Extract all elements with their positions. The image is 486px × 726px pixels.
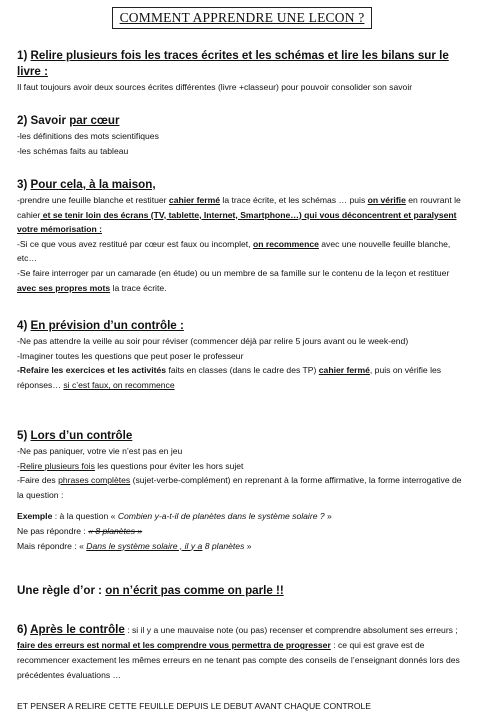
text-run: 8 planètes [202, 540, 245, 551]
text-run: en rouvrant le cahier [17, 195, 461, 220]
text-run: les questions pour éviter les hors sujet [94, 460, 244, 471]
section-3-number: 3) [17, 178, 31, 191]
section-3-heading [17, 177, 469, 193]
text-run: » [324, 511, 332, 522]
text-run: la trace écrite. [110, 282, 167, 293]
section-3-title: Pour cela, à la maison, [30, 178, 156, 191]
section-1 [17, 48, 469, 95]
text-run: : à la question « [52, 511, 118, 522]
section-5-wrong-answer [17, 524, 469, 539]
text-run: Relire plusieurs fois [19, 460, 95, 471]
text-run: on vérifie [367, 195, 406, 205]
text-run: si c’est faux, on recommence [63, 379, 175, 390]
section-2-heading [17, 113, 469, 129]
section-1-heading [17, 48, 469, 80]
section-6-paragraph [17, 622, 469, 683]
text-run: avec une nouvelle feuille blanche, etc… [17, 238, 451, 264]
text-run: Mais répondre : « [17, 540, 87, 551]
section-5-heading [17, 428, 469, 444]
section-6 [17, 622, 469, 683]
section-5 [17, 428, 469, 553]
golden-rule-text [17, 583, 469, 599]
section-2-title: par cœur [69, 114, 120, 127]
text-run: phrases complètes [58, 475, 131, 486]
section-4-number: 4) [17, 319, 31, 332]
text-run: la trace écrite, et les schémas … puis [220, 195, 368, 205]
section-1-title: Relire plusieurs fois les traces écrites et les schémas et lire les bilans sur le livre : [17, 49, 449, 78]
page-title: COMMENT APPRENDRE UNE LECON ? [119, 10, 365, 25]
page-title-box [112, 7, 372, 29]
section-2-number: 2) Savoir [17, 114, 70, 127]
section-1-number: 1) [17, 49, 28, 62]
text-run: -Se faire interroger par un camarade (en étude) ou un membre de sa famille sur le contenu de la leçon et restituer [17, 267, 450, 278]
section-4-line-3 [17, 363, 469, 392]
section-5-title: Lors d’un contrôle [30, 429, 133, 442]
text-run: et se tenir loin des écrans (TV, tablette, Internet, Smartphone…) qui vous déconcentrent et paralysent votre mémorisation : [17, 209, 457, 235]
footer [17, 699, 469, 714]
text-run: -Refaire les exercices et les activités [17, 365, 167, 376]
text-run: Dans le système solaire , il y a [86, 540, 203, 551]
golden-rule-label: Une règle d’or : [17, 584, 106, 597]
section-3-paragraph-3 [17, 266, 469, 295]
text-run: (sujet-verbe-complément) en reprenant à la forme affirmative, la forme interrogative de la question : [17, 475, 462, 500]
section-1-text: Il faut toujours avoir deux sources écrites différentes (livre +classeur) pour pouvoir consolider son savoir [17, 82, 413, 92]
footer-text: ET PENSER A RELIRE CETTE FEUILLE DEPUIS LE DEBUT AVANT CHAQUE CONTROLE [17, 701, 372, 711]
section-5-line-2 [17, 459, 469, 474]
text-run: -Si ce que vous avez restitué par cœur est faux ou incomplet, [17, 238, 253, 249]
section-5-example [17, 509, 469, 524]
text-run: avec ses propres mots [17, 282, 111, 293]
text-run: Exemple [17, 511, 53, 522]
text-run: - [17, 460, 20, 471]
text-run: Combien y-a-t-il de planètes dans le système solaire ? [117, 511, 325, 522]
section-6-title: Après le contrôle [30, 623, 125, 636]
section-2-line-2: -les schémas faits au tableau [17, 145, 129, 156]
golden-rule-statement: on n’écrit pas comme on parle !! [105, 584, 284, 597]
section-5-line-3 [17, 473, 469, 502]
section-5-number: 5) [17, 429, 31, 442]
section-4-heading [17, 318, 469, 334]
text-run: on recommence [252, 238, 319, 249]
text-run: -Faire des [17, 475, 59, 486]
text-run: faire des erreurs est normal et les comprendre vous permettra de progresser [17, 640, 331, 650]
text-run: faits en classes (dans le cadre des TP) [166, 365, 319, 376]
section-4 [17, 318, 469, 392]
text-run: : ce qui est grave est de recommencer exactement les mêmes erreurs en ne tenant pas compte des conseils de l’enseignant donnés lors des précédentes évaluations … [17, 640, 460, 680]
section-5-right-answer [17, 539, 469, 554]
text-run: cahier fermé [318, 365, 370, 376]
section-6-number: 6) [17, 623, 31, 636]
text-run: » [244, 540, 252, 551]
section-4-line-2: -Imaginer toutes les questions que peut poser le professeur [17, 350, 244, 361]
golden-rule [17, 583, 469, 599]
text-run: , puis on vérifie les réponses… [17, 365, 442, 390]
section-2 [17, 113, 469, 158]
section-3-paragraph-2 [17, 237, 469, 266]
section-4-line-1: -Ne pas attendre la veille au soir pour réviser (commencer déjà par relire 5 jours avant ou le week-end) [17, 336, 409, 346]
section-2-line-1: -les définitions des mots scientifiques [17, 131, 159, 141]
section-5-line-1: -Ne pas paniquer, votre vie n’est pas en jeu [17, 446, 183, 456]
text-run: « 8 planètes » [88, 525, 143, 536]
text-run: cahier fermé [168, 195, 221, 205]
text-run: -prendre une feuille blanche et restituer [17, 195, 169, 205]
text-run: : si il y a une mauvaise note (ou pas) recenser et comprendre absolument ses erreurs ; [124, 625, 458, 635]
text-run: Ne pas répondre : [17, 525, 89, 536]
section-4-title: En prévision d’un contrôle : [30, 319, 184, 332]
section-3 [17, 177, 469, 295]
section-3-paragraph-1 [17, 193, 469, 237]
